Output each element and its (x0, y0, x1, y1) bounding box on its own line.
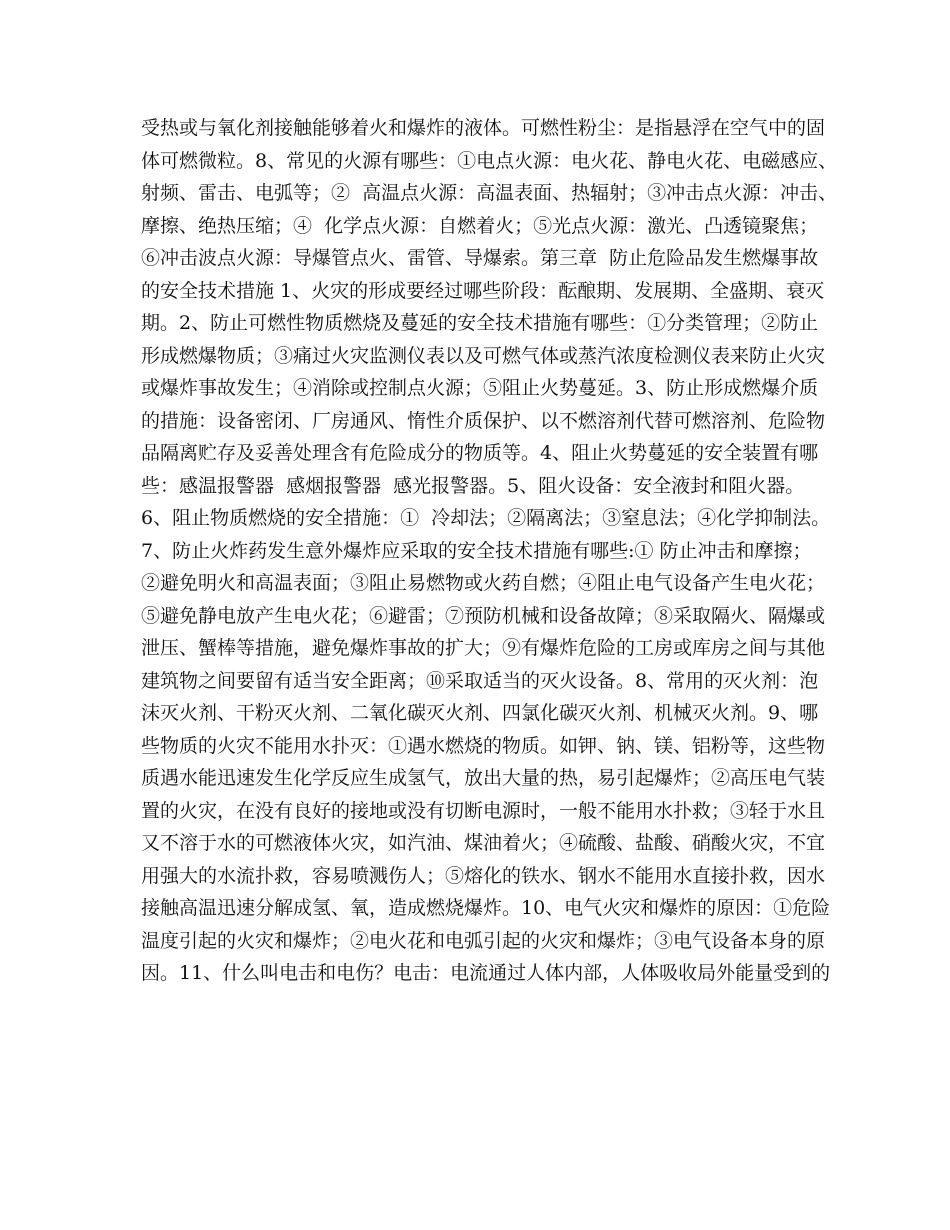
body-text (141, 112, 838, 990)
text-line: ⑤避免静电放产生电火花；⑥避雷；⑦预防机械和设备故障；⑧采取隔火、隔爆或 (141, 604, 826, 627)
text-line: 建筑物之间要留有适当安全距离；⑩采取适当的灭火设备。8、常用的灭火剂：泡 (141, 669, 819, 692)
text-line: 6、阻止物质燃烧的安全措施：① 冷却法；②隔离法；③窒息法；④化学抑制法。 (141, 507, 831, 529)
text-line: 的措施：设备密闭、厂房通风、惰性介质保护、以不燃溶剂代替可燃溶剂、危险物 (141, 409, 826, 432)
text-line: 形成燃爆物质；③痛过火灾监测仪表以及可燃气体或蒸汽浓度检测仪表来防止火灾 (141, 344, 826, 367)
text-line: 的安全技术措施 1、火灾的形成要经过哪些阶段：酝酿期、发展期、全盛期、衰灭 (141, 279, 825, 302)
text-line: 摩擦、绝热压缩；④ 化学点火源：自燃着火；⑤光点火源：激光、凸透镜聚焦； (141, 214, 819, 237)
text-line: 沫灭火剂、干粉灭火剂、二氧化碳灭火剂、四氯化碳灭火剂、机械灭火剂。9、哪 (141, 702, 819, 724)
text-line: 泄压、蟹棒等措施，避免爆炸事故的扩大；⑨有爆炸危险的工房或库房之间与其他 (141, 637, 826, 659)
text-line: 置的火灾，在没有良好的接地或没有切断电源时，一般不能用水扑救；③轻于水且 (141, 799, 826, 822)
text-line: 品隔离贮存及妥善处理含有危险成分的物质等。4、阻止火势蔓延的安全装置有哪 (141, 442, 819, 464)
text-line: 射频、雷击、电弧等；② 高温点火源：高温表面、热辐射；③冲击点火源：冲击、 (141, 182, 838, 204)
text-line: 接触高温迅速分解成氢、氧，造成燃烧爆炸。10、电气火灾和爆炸的原因：①危险 (141, 897, 831, 919)
text-line: 用强大的水流扑救，容易喷溅伤人；⑤熔化的铁水、钢水不能用水直接扑救，因水 (141, 864, 826, 887)
text-line: 因。11、什么叫电击和电伤？电击：电流通过人体内部，人体吸收局外能量受到的 (141, 962, 831, 984)
text-line: 期。2、防止可燃性物质燃烧及蔓延的安全技术措施有哪些：①分类管理；②防止 (141, 312, 819, 334)
text-line: 温度引起的火灾和爆炸；②电火花和电弧引起的火灾和爆炸；③电气设备本身的原 (141, 929, 826, 952)
text-line: 受热或与氧化剂接触能够着火和爆炸的液体。可燃性粉尘：是指悬浮在空气中的固 (141, 117, 826, 139)
text-line: 7、防止火炸药发生意外爆炸应采取的安全技术措施有哪些:① 防止冲击和摩擦； (141, 539, 812, 562)
text-line: ②避免明火和高温表面；③阻止易燃物或火药自燃；④阻止电气设备产生电火花； (141, 572, 826, 594)
text-line: 些物质的火灾不能用水扑灭：①遇水燃烧的物质。如钾、钠、镁、铝粉等，这些物 (141, 734, 826, 757)
text-line: 质遇水能迅速发生化学反应生成氢气，放出大量的热，易引起爆炸；②高压电气装 (141, 767, 826, 789)
text-line: ⑥冲击波点火源：导爆管点火、雷管、导爆索。第三章 防止危险品发生燃爆事故 (141, 247, 819, 269)
text-line: 些：感温报警器 感烟报警器 感光报警器。5、阻火设备：安全液封和阻火器。 (141, 474, 805, 497)
text-line: 又不溶于水的可燃液体火灾，如汽油、煤油着火；④硫酸、盐酸、硝酸火灾，不宜 (141, 832, 826, 854)
text-line: 体可燃微粒。8、常见的火源有哪些：①电点火源：电火花、静电火花、电磁感应、 (141, 149, 838, 172)
text-line: 或爆炸事故发生；④消除或控制点火源；⑤阻止火势蔓延。3、防止形成燃爆介质 (141, 377, 819, 399)
